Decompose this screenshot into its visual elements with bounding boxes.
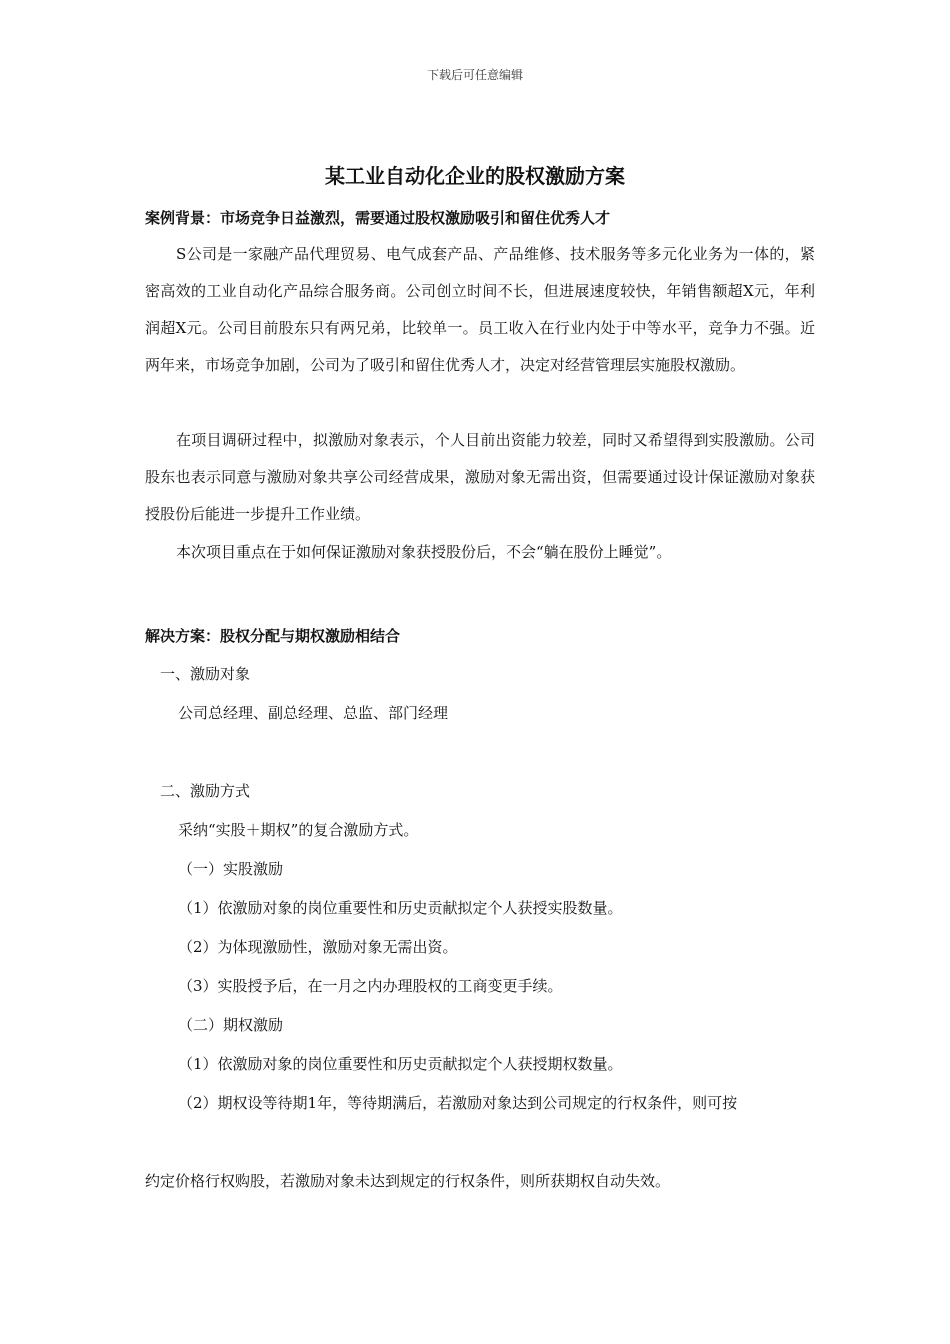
section1-content: 公司总经理、副总经理、总监、部门经理 xyxy=(178,704,449,722)
list-item: （1）依激励对象的岗位重要性和历史贡献拟定个人获授实股数量。 xyxy=(178,899,623,917)
background-heading: 案例背景：市场竞争日益激烈，需要通过股权激励吸引和留住优秀人才 xyxy=(145,209,611,227)
continuation-text: 约定价格行权购股，若激励对象未达到规定的行权条件，则所获期权自动失效。 xyxy=(145,1172,671,1190)
background-paragraph-2: 在项目调研过程中，拟激励对象表示，个人目前出资能力较差，同时又希望得到实股激励。公司股东也表示同意与激励对象共享公司经营成果，激励对象无需出资，但需要通过设计保证激励对象获授股份后能进一步提升工作业绩。 xyxy=(145,431,815,523)
list-item: （3）实股授予后，在一月之内办理股权的工商变更手续。 xyxy=(178,977,563,995)
solution-heading: 解决方案：股权分配与期权激励相结合 xyxy=(145,627,401,645)
subsection-2-heading: （二）期权激励 xyxy=(178,1016,284,1034)
list-item: （2）为体现激励性，激励对象无需出资。 xyxy=(178,938,458,956)
document-title: 某工业自动化企业的股权激励方案 xyxy=(325,164,625,188)
background-paragraph-1: S公司是一家融产品代理贸易、电气成套产品、产品维修、技术服务等多元化业务为一体的，紧密高效的工业自动化产品综合服务商。公司创立时间不长，但进展速度较快，年销售额超X元，年利润超X元。公司目前股东只有两兄弟，比较单一。员工收入在行业内处于中等水平，竞争力不强。近两年来，市场竞争加剧，公司为了吸引和留住优秀人才，决定对经营管理层实施股权激励。 xyxy=(145,245,815,374)
list-item: （2）期权设等待期1年，等待期满后，若激励对象达到公司规定的行权条件，则可按 xyxy=(178,1094,738,1112)
background-paragraph-3: 本次项目重点在于如何保证激励对象获授股份后，不会“躺在股份上睡觉”。 xyxy=(176,543,672,561)
list-item: （1）依激励对象的岗位重要性和历史贡献拟定个人获授期权数量。 xyxy=(178,1055,623,1073)
section2-intro: 采纳“实股＋期权”的复合激励方式。 xyxy=(178,821,419,839)
subsection-1-heading: （一）实股激励 xyxy=(178,860,284,878)
section1-heading: 一、激励对象 xyxy=(160,665,251,683)
header-note: 下载后可任意编辑 xyxy=(426,68,523,82)
section2-heading: 二、激励方式 xyxy=(160,782,251,800)
